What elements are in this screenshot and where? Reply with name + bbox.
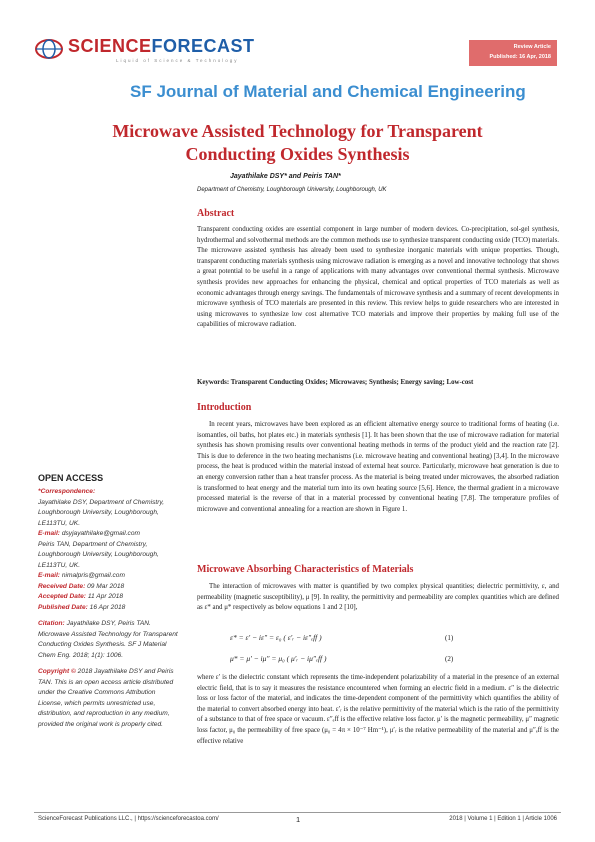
article-type: Review Article xyxy=(513,44,551,50)
paper-title: Microwave Assisted Technology for Transparent Conducting Oxides Synthesis xyxy=(112,121,483,164)
published-date-badge: Published: 16 Apr, 2018 xyxy=(489,54,551,60)
received-date: 09 Mar 2018 xyxy=(87,582,125,590)
abstract-heading: Abstract xyxy=(197,208,235,219)
footer-volume-info: 2018 | Volume 1 | Edition 1 | Article 1006 xyxy=(449,816,557,822)
equation-1: ε* = ε′ − iε″ = ε₀ ( ε′ᵣ − iε″ₑff ) xyxy=(230,633,322,642)
article-type-badge xyxy=(469,40,557,66)
footer-divider xyxy=(34,812,561,813)
microwave-section-heading: Microwave Absorbing Characteristics of Materials xyxy=(197,564,414,575)
correspondence-author-1: Jayathilake DSY, Department of Chemistry, Loughborough University, Loughborough, LE113TU, UK. xyxy=(38,498,165,527)
journal-title: SF Journal of Material and Chemical Engineering xyxy=(130,82,526,101)
globe-icon xyxy=(34,38,64,60)
correspondence-author-2: Peiris TAN, Department of Chemistry, Loughborough University, Loughborough, LE113TU, UK. xyxy=(38,540,159,569)
affiliation: Department of Chemistry, Loughborough University, Loughborough, UK xyxy=(197,187,387,193)
equation-1-number: (1) xyxy=(445,634,454,642)
open-access-label: OPEN ACCESS xyxy=(38,473,104,483)
introduction-text: In recent years, microwaves have been explored as an efficient alternative energy source to traditional forms of heating (i.e. isomantles, oil baths, hot plates etc.) in materials synthesis [1]. It has been shown that the use of microwave radiation for material synthesis has shown promising results over conventional heating methods in terms of the product yield and the reaction rate [2]. This is due to deference in the two heating mechanisms (i.e. microwave heating and conventional heating) [3,4]. In the microwave process, the heat is produced within the material instead of external heat source. Particularly, microwave heat generation is due to an energy conversion rather than a heat transfer process. As the material is being treated under microwaves, the absorbed radiation is transformed to heat energy and the material turn into its own heating source [5,6]. Hence, the thermal gradient in a microwave processed material is the reverse of that in a material processed by conventional heating [7,8]. The temperature profiles of microwave and conventional annealing for a reaction are shown in Figure 1. xyxy=(197,421,559,513)
accepted-date: 11 Apr 2018 xyxy=(87,593,124,600)
keywords: Keywords: Transparent Conducting Oxides; Microwaves; Synthesis; Energy saving; Low-cost xyxy=(197,379,474,386)
copyright: 2018 Jayathilake DSY and Peiris TAN. This is an open access article distributed under the Creative Commons Attribution License, which permits unrestricted use, distribution, and reproduction in any medium, provided the original work is properly cited. xyxy=(38,668,174,728)
abstract-text: Transparent conducting oxides are essential component in large number of modern devices. Co-precipitation, sol-gel synthesis, hydrothermal and solvothermal methods are the common methods use to synthesize transparent conducting oxide (TCO) materials. The microwave assisted synthesis has already been used to synthesize inorganic materials with unique properties. Though, transparent conducting materials synthesis using microwave radiation is emerging as a novel and innovative technology that shows a great potential to be useful in a range of applications with many advantages over conventional thermal synthesis. Microwave synthesis provides new approaches for enhancing the physical, chemical and optical properties of TCO materials as well as economic advantages through energy savings. The fundamentals of microwave synthesis and a summary of recent developments in microwave synthesis of TCO materials are presented in this review. This review helps to guide researchers who are interested in using microwaves to synthesize low cost alternative TCO materials and improve their properties by making full use of the capabilities of microwave radiation. xyxy=(197,226,559,329)
sidebar-info: *Correspondence: Jayathilake DSY, Department of Chemistry, Loughborough University, Loughborough, LE113TU, UK. E-mail: dsyjayathilake@gmail.com Peiris TAN, Department of Chemistry, Loughborough University, Loughborough, LE113TU, UK. E-mail: nimalpris@gmail.com Received Date: 09 Mar 2018 Accepted Date: 11 Apr 2018 Published Date: 16 Apr 2018 Citation: Jayathilake DSY, Peiris TAN. Microwave Assisted Technology for Transparent Conducting Oxides Synthesis. SF J Material Chem Eng. 2018; 1(1): 1006. Copyright © 2018 Jayathilake DSY and Peiris TAN. This is an open access article distributed under the Creative Commons Attribution License, which permits unrestricted use, distribution, and reproduction in any medium, provided the original work is properly cited. xyxy=(38,488,178,728)
footer-publisher[interactable]: ScienceForecast Publications LLC., | https://scienceforecastoa.com/ xyxy=(38,816,219,822)
equation-2-number: (2) xyxy=(445,655,454,663)
microwave-section-text2: where ε′ is the dielectric constant which represents the time-independent polarizability of a material in the presence of an external electric field, that is to say it measures the resistance encountered when forming an electric field in a medium. ε″ is the dielectric loss or loss factor of the material, and indicates the time-dependent component of the permittivity which quantifies the ability of the material to convert absorbed energy into heat. ε′ᵣ is the relative permittivity of the material which is the ratio of the permittivity of a substance to that of free space or vacuum. ε″ₑff is the effective relative loss factor. μ′ is the magnetic permeability, μ″ magnetic loss factor, μ₀ the permeability of free space (μ₀ = 4π × 10⁻⁷ Hm⁻¹), μ′ᵣ is the relative permeability of the material and μ″ₑff is the effective relative xyxy=(197,674,559,745)
microwave-section-text1: The interaction of microwaves with matter is quantified by two complex physical quantities; dielectric permittivity, ε, and permeability (magnetic susceptibility), μ [9]. In reality, the permittivity and permeability are complex quantities which are defined as ε* and μ* respectively as below equations 1 and 2 [10], xyxy=(197,583,559,612)
page-number: 1 xyxy=(296,815,301,824)
correspondence-label: *Correspondence: xyxy=(38,488,96,495)
email-1[interactable]: dsyjayathilake@gmail.com xyxy=(61,530,140,537)
published-date: 16 Apr 2018 xyxy=(89,603,126,611)
authors: Jayathilake DSY* and Peiris TAN* xyxy=(230,173,341,180)
brand-tagline: Liquid of Science & Technology xyxy=(116,58,239,63)
equation-2: μ* = μ′ − iμ″ = μ₀ ( μ′ᵣ − iμ″ₑff ) xyxy=(230,654,327,663)
citation: Jayathilake DSY, Peiris TAN. Microwave Assisted Technology for Transparent Conducting Oxides Synthesis. SF J Material Chem Eng. 2018; 1(1): 1006. xyxy=(38,620,178,659)
introduction-heading: Introduction xyxy=(197,402,252,413)
brand-name: SCIENCEFORECAST xyxy=(68,36,255,56)
email-2[interactable]: nimalpris@gmail.com xyxy=(61,572,125,579)
publisher-logo xyxy=(34,36,284,72)
